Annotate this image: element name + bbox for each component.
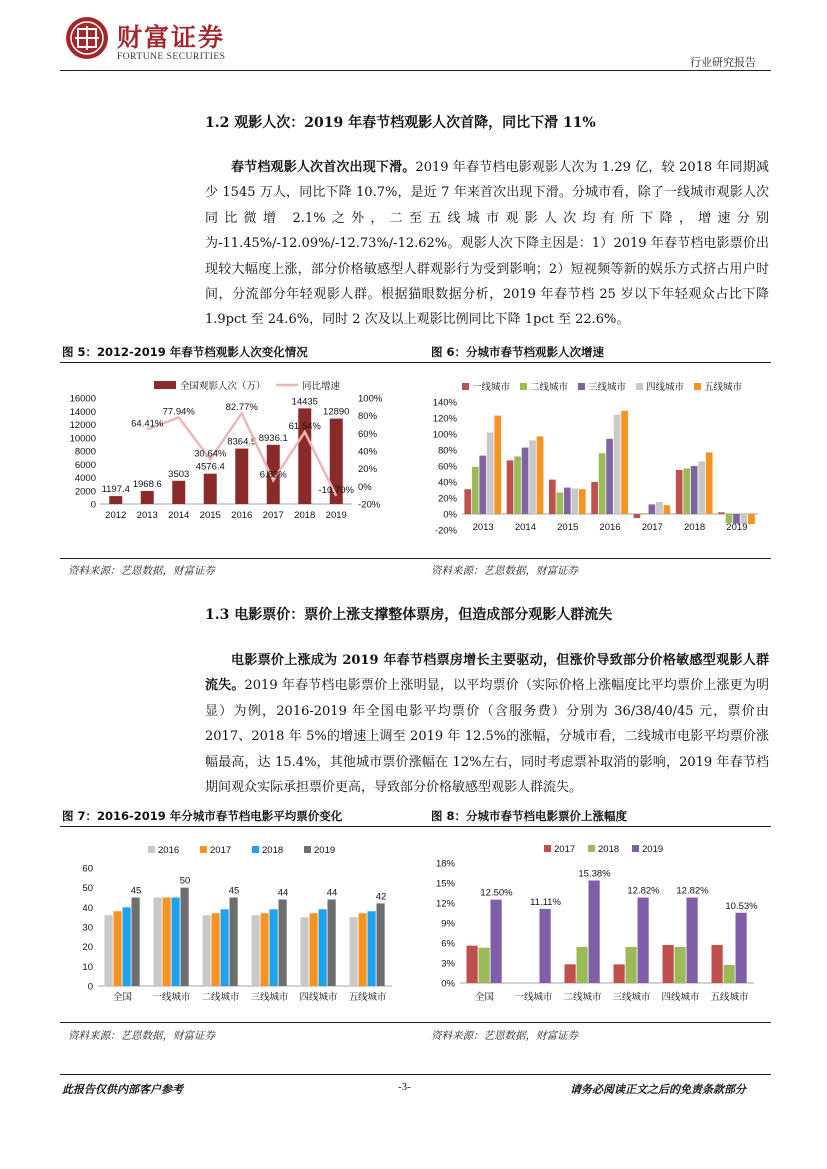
fig5-line-label: 61.54% — [288, 420, 321, 432]
fig6-bar — [691, 466, 698, 514]
logo-text-en: FORTUNE SECURITIES — [117, 52, 226, 62]
fig5-line-label: 30.64% — [194, 448, 227, 460]
fig7-bar — [261, 913, 269, 986]
fig5-bar — [172, 481, 185, 504]
fig7-bar — [154, 898, 162, 987]
section-1-3-lead: 电影票价上涨成为 2019 年春节档票房增长主要驱动，但涨价导致部分价格敏感型观影人群流失。 — [205, 653, 769, 694]
fig6-legend-label: 五线城市 — [704, 382, 743, 393]
fig7-ytick: 20 — [82, 942, 93, 954]
fig6-legend — [462, 381, 743, 393]
fig8-bar — [675, 947, 686, 983]
fig5-bar — [141, 491, 154, 504]
fig8-bar-label: 15.38% — [578, 868, 611, 880]
fig6-xtick: 2015 — [557, 522, 579, 533]
fig8-bar — [540, 909, 551, 983]
fig8-ytick: 18% — [435, 858, 455, 870]
fig7-x-axis — [113, 991, 387, 1003]
fig5-xtick: 2015 — [199, 510, 221, 521]
fig7-legend-label: 2017 — [210, 845, 232, 856]
fig5-ytick-right: 80% — [358, 411, 378, 423]
fig8-bar — [712, 945, 723, 983]
fig5-legend — [154, 380, 341, 392]
fig5-legend-label-line: 同比增速 — [302, 381, 341, 392]
fig5-bar-label: 1968.6 — [132, 478, 162, 490]
fig6-bar — [706, 452, 713, 514]
fig7-bar — [319, 909, 327, 986]
fig8-ytick: 3% — [441, 958, 455, 970]
fig7-chart — [62, 832, 408, 1012]
fig6-xtick: 2019 — [726, 522, 748, 533]
fig6-bar — [549, 480, 556, 514]
fig6-legend-swatch — [462, 383, 469, 390]
fig7-source: 资料来源：艺恩数据，财富证券 — [68, 1030, 215, 1042]
fig5-bar-label: 14435 — [291, 396, 318, 408]
report-type: 行业研究报告 — [690, 56, 756, 69]
fig6-bar — [591, 482, 598, 514]
fig8-chart — [428, 832, 772, 1012]
fig8-ytick: 9% — [441, 918, 455, 930]
fig7-legend-swatch — [252, 846, 259, 853]
fig8-ytick: 0% — [441, 978, 455, 990]
fig5-ytick-right: 60% — [358, 428, 378, 440]
footer-left: 此报告仅供内部客户参考 — [62, 1083, 183, 1096]
fig8-x-axis — [475, 991, 749, 1003]
footer-divider — [60, 1074, 771, 1075]
fig6-xtick: 2018 — [684, 522, 706, 533]
fig7-legend-swatch — [200, 846, 207, 853]
fig6-bar — [698, 461, 705, 514]
fig5-ytick-left: 14000 — [69, 406, 96, 418]
fig5-x-axis — [105, 510, 347, 521]
fig5-chart — [62, 370, 408, 555]
fig7-bar — [301, 917, 309, 986]
fig6-xtick: 2017 — [641, 522, 663, 533]
fig6-bar — [571, 488, 578, 514]
fig7-bar — [114, 911, 122, 986]
fig5-bar-label: 1197.4 — [101, 484, 130, 496]
fig6-bar — [487, 432, 494, 514]
fig6-bar — [556, 492, 563, 514]
fig6-bar — [718, 512, 725, 514]
fig7-xtick: 四线城市 — [299, 992, 338, 1003]
fig6-bar — [494, 416, 501, 514]
fig7-bar-label: 42 — [375, 891, 387, 903]
fig7-bar-label: 45 — [130, 885, 142, 897]
fig7-bar — [132, 898, 140, 987]
fig7-bar-label: 45 — [228, 885, 240, 897]
fig6-legend-swatch — [520, 383, 527, 390]
fig7-legend-swatch — [304, 846, 311, 853]
fig5-y-axis-right — [358, 394, 383, 511]
fig6-bar — [472, 467, 479, 514]
fig8-xtick: 五线城市 — [710, 992, 749, 1003]
fig5-ytick-right: 100% — [358, 393, 383, 405]
fig6-bar — [514, 456, 521, 514]
fig7-bar — [377, 903, 385, 986]
fig-row2-top-divider — [60, 826, 771, 827]
fig7-ytick: 10 — [82, 961, 93, 973]
fig5-bar-label: 12890 — [323, 406, 350, 418]
fig6-ytick: -20% — [434, 525, 457, 537]
section-1-2-title: 1.2 观影人次：2019 年春节档观影人次首降，同比下滑 11% — [205, 115, 596, 131]
fig7-ytick: 50 — [82, 883, 93, 895]
fig8-xtick: 一线城市 — [514, 992, 553, 1003]
fig6-ytick: 100% — [432, 429, 457, 441]
fig5-ytick-left: 10000 — [69, 433, 96, 445]
fig6-bar — [479, 456, 486, 514]
fig6-xtick: 2013 — [472, 522, 494, 533]
section-1-2-lead: 春节档观影人次首次出现下滑。 — [231, 160, 416, 175]
fig7-bar — [279, 899, 287, 986]
fig6-legend-label: 四线城市 — [646, 382, 685, 393]
fig5-line-label: 77.94% — [162, 406, 195, 418]
fig7-bar-label: 44 — [326, 887, 338, 899]
fig5-line-label: -10.70% — [318, 484, 354, 496]
fig7-bar — [163, 898, 171, 987]
fig5-bar — [204, 474, 217, 504]
fig6-xtick: 2016 — [599, 522, 621, 533]
fig7-bar — [350, 917, 358, 986]
fig5-ytick-left: 8000 — [74, 446, 96, 458]
fig6-bars — [464, 411, 754, 524]
fig8-source: 资料来源：艺恩数据，财富证券 — [431, 1030, 578, 1042]
fig8-bar — [565, 964, 576, 983]
fig5-legend-swatch-bar — [154, 381, 176, 389]
fig6-ytick: 140% — [432, 397, 457, 409]
fig6-title: 图 6：分城市春节档观影人次增速 — [431, 345, 605, 359]
fig7-bar — [270, 909, 278, 986]
fig5-xtick: 2012 — [105, 510, 127, 521]
fig5-ytick-right: 40% — [358, 446, 378, 458]
fig6-bar — [664, 505, 671, 514]
fig6-bar — [641, 513, 648, 514]
fig8-legend-label: 2018 — [598, 844, 620, 855]
fig8-bar — [479, 948, 490, 983]
fig6-bar — [748, 514, 755, 524]
fig7-bar — [181, 888, 189, 986]
fig8-ytick: 12% — [435, 898, 455, 910]
fig8-legend-label: 2019 — [642, 844, 664, 855]
fig7-bar — [221, 909, 229, 986]
fig7-bar — [172, 898, 180, 987]
fig8-bar — [589, 880, 600, 983]
section-1-2-body: 2019 年春节档电影观影人次为 1.29 亿，较 2018 年同期减少 1545 万人，同比下降 10.7%，是近 7 年来首次出现下滑。分城市看，除了一线城市观影人次同比微增 2.1%之外，二至五线城市观影人次均有所下降，增速分别为-11.45%/-12.09%/-12.73%/-12.62%。观影人次下降主因是：1）2019 年春节档电影票价出现较大幅度上涨，部分价格敏感型人群观影行为受到影响；2）短视频等新的娱乐方式挤占用户时间，分流部分年轻观影人群。根据猫眼数据分析，2019 年春节档 25 岁以下年轻观众占比下降 1.9pct 至 24.6%，同时 2 次及以上观影比例同比下降 1pct 至 22.6%。 — [205, 160, 769, 328]
fig7-ytick: 60 — [82, 863, 93, 875]
fig6-bar — [537, 436, 544, 514]
fig8-ytick: 6% — [441, 938, 455, 950]
fig8-bar — [724, 965, 735, 983]
fig7-ytick: 30 — [82, 922, 93, 934]
fig7-legend-swatch — [148, 846, 155, 853]
fig8-ytick: 15% — [435, 878, 455, 890]
fig8-xtick: 四线城市 — [661, 992, 700, 1003]
fig6-legend-swatch — [578, 383, 585, 390]
fig5-line-label: 6.83% — [259, 469, 287, 481]
fig6-bar — [507, 460, 514, 514]
fig7-legend-label: 2018 — [262, 845, 284, 856]
fig6-bar — [656, 502, 663, 514]
fig-row1-top-divider — [60, 362, 771, 363]
fig-row2-bottom-divider — [60, 1022, 771, 1023]
fig6-legend-swatch — [636, 383, 643, 390]
fig8-bar — [638, 898, 649, 983]
fig7-legend-label: 2016 — [158, 845, 180, 856]
fig5-ytick-left: 6000 — [74, 459, 96, 471]
fig6-bar — [464, 489, 471, 514]
fig7-bar — [328, 899, 336, 986]
fig5-ytick-left: 2000 — [74, 486, 96, 498]
fig6-legend-swatch — [694, 383, 701, 390]
fig6-bar — [599, 453, 606, 514]
fig7-bar — [252, 915, 260, 986]
fig5-xtick: 2019 — [325, 510, 347, 521]
fig7-xtick: 五线城市 — [348, 992, 387, 1003]
fig6-chart — [428, 370, 772, 555]
fig8-xtick: 二线城市 — [563, 992, 602, 1003]
fig6-legend-label: 一线城市 — [472, 382, 511, 393]
section-1-3-body: 2019 年春节档电影票价上涨明显，以平均票价（实际价格上涨幅度比平均票价上涨更为明显）为例，2016-2019 年全国电影平均票价（含服务费）分别为 36/38/40/45 元，票价由 2017、2018 年 5%的增速上调至 2019 年 12.5%的涨幅，分城市看，二线城市电影平均票价涨幅最高，达 15.4%，其他城市票价涨幅在 12%左右，同时考虑票补取消的影响，2019 年春节档期间观众实际承担票价更高，导致部分价格敏感型观影人群流失。 — [205, 678, 769, 796]
fig8-bar-label: 10.53% — [725, 900, 758, 912]
fig6-bar — [683, 468, 690, 514]
fig5-xtick: 2014 — [168, 510, 190, 521]
fig7-legend — [148, 845, 335, 856]
fig8-legend-label: 2017 — [554, 844, 576, 855]
fig8-legend-swatch — [632, 845, 639, 852]
fig8-legend — [544, 844, 663, 855]
fig6-xtick: 2014 — [514, 522, 536, 533]
fig5-bar-label: 4576.4 — [195, 461, 225, 473]
section-1-2-paragraph — [205, 155, 769, 333]
fig5-ytick-right: -20% — [358, 499, 381, 511]
fig8-xtick: 全国 — [474, 992, 495, 1003]
fig5-bar — [235, 449, 248, 504]
fig5-source: 资料来源：艺恩数据，财富证券 — [68, 565, 215, 577]
fig7-bar — [368, 911, 376, 986]
fig8-xtick: 三线城市 — [612, 992, 651, 1003]
logo-text-cn: 财富证券 — [117, 23, 226, 52]
fig5-bar-label: 8936.1 — [258, 432, 288, 444]
fig7-bar — [105, 915, 113, 986]
footer-right: 请务必阅读正文之后的免责条款部分 — [570, 1083, 746, 1096]
fig7-xtick: 一线城市 — [152, 992, 191, 1003]
fig7-legend-label: 2019 — [314, 845, 336, 856]
fig6-legend-label: 二线城市 — [530, 382, 569, 393]
fig5-ytick-right: 20% — [358, 464, 378, 476]
fig6-bar — [529, 440, 536, 514]
fig7-bar — [123, 907, 131, 986]
fig6-ytick: 40% — [437, 477, 457, 489]
fig7-xtick: 二线城市 — [201, 992, 240, 1003]
fig8-bar — [626, 947, 637, 983]
logo — [63, 14, 253, 62]
fig8-bar — [577, 947, 588, 983]
fig8-title: 图 8：分城市春节档电影票价上涨幅度 — [431, 809, 628, 823]
fig5-bar — [109, 496, 122, 504]
fig6-ytick: 20% — [437, 493, 457, 505]
fig6-ytick: 60% — [437, 461, 457, 473]
fig5-title: 图 5：2012-2019 年春节档观影人次变化情况 — [62, 345, 308, 359]
fig7-bar — [359, 913, 367, 986]
fig8-bars — [467, 868, 759, 983]
fig6-ytick: 0% — [443, 509, 457, 521]
page-number: -3- — [398, 1081, 411, 1093]
fig6-ytick: 120% — [432, 413, 457, 425]
fig7-bar-label: 50 — [179, 875, 191, 887]
fig6-bar — [634, 514, 641, 518]
fig7-bar — [230, 898, 238, 987]
fig6-bar — [606, 439, 613, 514]
fig5-ytick-left: 16000 — [69, 393, 96, 405]
fig8-bar-label: 12.50% — [480, 887, 513, 899]
fig6-bar — [621, 411, 628, 514]
fig5-ytick-left: 0 — [90, 499, 96, 511]
fig8-bar — [687, 898, 698, 983]
fig6-bar — [676, 470, 683, 514]
fig8-bar — [491, 900, 502, 983]
fig6-bar — [564, 488, 571, 514]
fig8-bar — [736, 913, 747, 983]
fig7-bars — [105, 876, 387, 986]
fig5-xtick: 2016 — [231, 510, 253, 521]
fig5-bar-label: 3503 — [168, 468, 190, 480]
fig6-bar — [614, 415, 621, 514]
fig8-bar — [467, 946, 478, 983]
fig8-legend-swatch — [544, 845, 551, 852]
fig8-bar — [614, 964, 625, 983]
fig5-ytick-left: 4000 — [74, 473, 96, 484]
section-1-3-paragraph — [205, 648, 769, 800]
section-1-3-title: 1.3 电影票价：票价上涨支撑整体票房，但造成部分观影人群流失 — [205, 607, 613, 623]
fig5-ytick-right: 0% — [358, 481, 372, 493]
fig7-xtick: 三线城市 — [250, 992, 289, 1003]
fig5-xtick: 2017 — [262, 510, 284, 521]
fig8-bar-label: 12.82% — [676, 885, 709, 897]
fig6-bar — [649, 504, 656, 514]
fig7-xtick: 全国 — [112, 992, 133, 1003]
fig5-legend-label-bar: 全国观影人次（万） — [180, 381, 266, 392]
fig5-line-label: 82.77% — [225, 402, 258, 414]
fig7-bar — [310, 913, 318, 986]
fig6-legend-label: 三线城市 — [588, 382, 627, 393]
fig8-bar-label: 12.82% — [627, 885, 660, 897]
fig7-ytick: 40 — [82, 902, 93, 914]
fig6-ytick: 80% — [437, 445, 457, 457]
fig7-bar — [212, 913, 220, 986]
fig5-xtick: 2013 — [136, 510, 158, 521]
fig6-bar — [579, 489, 586, 514]
fig6-source: 资料来源：艺恩数据，财富证券 — [431, 565, 578, 577]
fig8-legend-swatch — [588, 845, 595, 852]
fig7-bar-label: 44 — [277, 887, 289, 899]
fig5-bar-label: 8364.5 — [227, 436, 257, 448]
fig-row1-bottom-divider — [60, 558, 771, 559]
fig5-ytick-left: 12000 — [69, 420, 96, 431]
fig6-x-axis — [473, 522, 748, 533]
fig8-bar — [663, 945, 674, 983]
fig5-line-label: 64.41% — [131, 418, 164, 430]
fig7-title: 图 7：2016-2019 年分城市春节档电影平均票价变化 — [62, 809, 343, 823]
fig8-bar-label: 11.11% — [530, 896, 561, 908]
header-divider — [60, 70, 771, 71]
fig5-xtick: 2018 — [294, 510, 316, 521]
fig6-bar — [522, 448, 529, 514]
logo-emblem-icon — [65, 16, 109, 60]
fig7-ytick: 0 — [87, 981, 93, 993]
fig7-bar — [203, 915, 211, 986]
